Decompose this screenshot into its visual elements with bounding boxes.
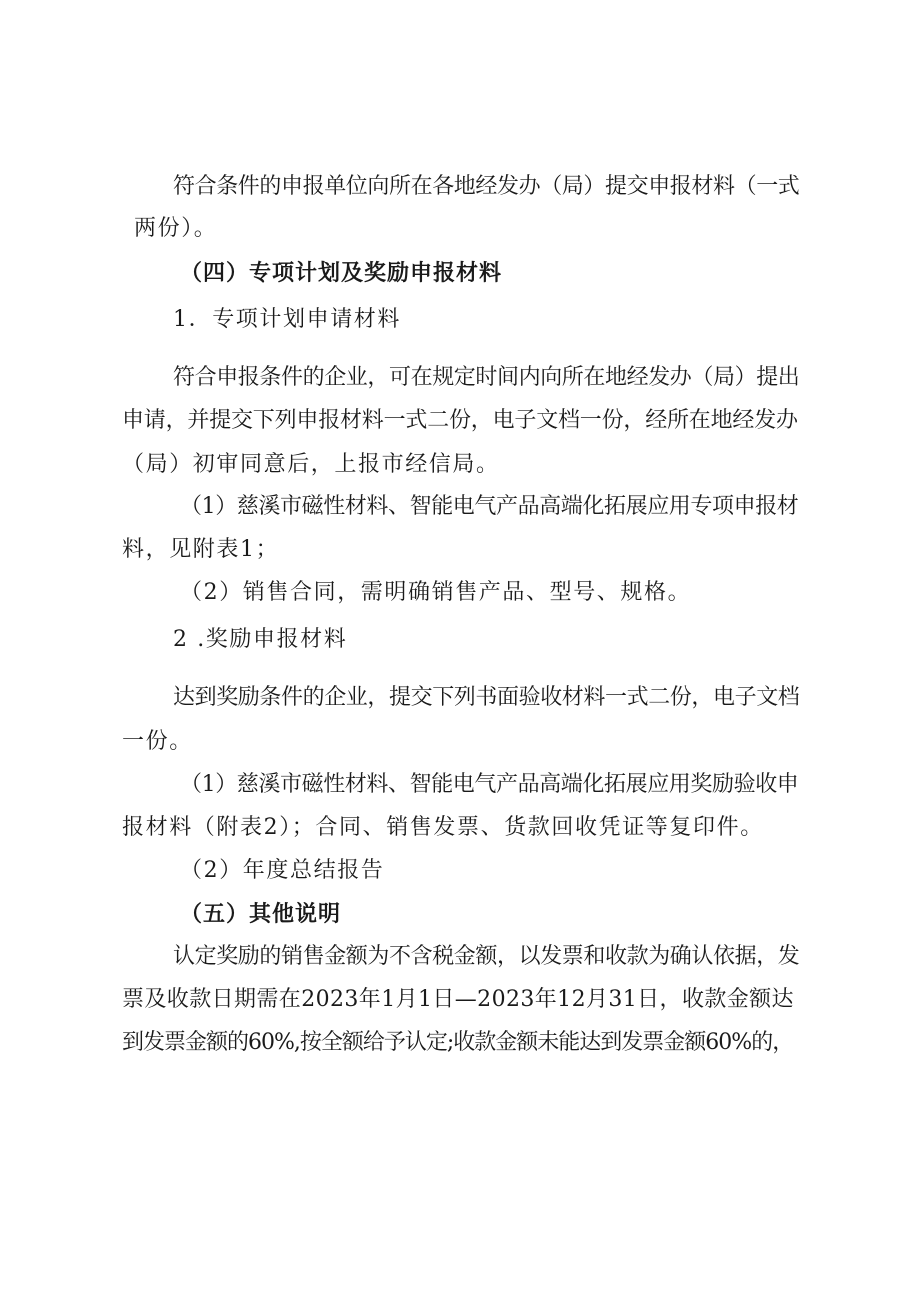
section-heading-5: （五）其他说明 <box>180 901 342 927</box>
paragraph-line: 到发票金额的60%,按全额给予认定;收款金额未能达到发票金额60%的， <box>122 1030 794 1055</box>
subsection-heading-1: 1．专项计划申请材料 <box>173 307 401 332</box>
paragraph-line: 符合条件的申报单位向所在各地经发办（局）提交申报材料（一式 <box>173 174 800 199</box>
list-item-line: （2）销售合同，需明确销售产品、型号、规格。 <box>180 580 692 605</box>
paragraph-line: 一份。 <box>122 729 193 754</box>
list-item-line: （1）慈溪市磁性材料、智能电气产品高端化拓展应用奖励验收申 <box>180 772 799 797</box>
paragraph-line: 认定奖励的销售金额为不含税金额，以发票和收款为确认依据，发 <box>173 944 800 969</box>
list-item-line: 报材料（附表2）；合同、销售发票、货款回收凭证等复印件。 <box>122 815 764 840</box>
list-item-line: 料，见附表1； <box>122 537 280 562</box>
paragraph-line: 票及收款日期需在2023年1月1日—2023年12月31日，收款金额达 <box>122 987 794 1012</box>
section-heading-4: （四）专项计划及奖励申报材料 <box>180 260 503 286</box>
paragraph-line: 两份）。 <box>134 216 218 241</box>
paragraph-line: 申请，并提交下列申报材料一式二份，电子文档一份，经所在地经发办 <box>122 408 798 433</box>
list-item-line: （1）慈溪市磁性材料、智能电气产品高端化拓展应用专项申报材 <box>180 494 799 519</box>
list-item-line: （2）年度总结报告 <box>180 858 385 883</box>
subsection-heading-2: 2 .奖励申报材料 <box>173 627 348 652</box>
paragraph-line: 符合申报条件的企业，可在规定时间内向所在地经发办（局）提出 <box>173 365 800 390</box>
paragraph-line: （局）初审同意后，上报市经信局。 <box>122 452 500 477</box>
paragraph-line: 达到奖励条件的企业，提交下列书面验收材料一式二份，电子文档 <box>173 685 800 710</box>
